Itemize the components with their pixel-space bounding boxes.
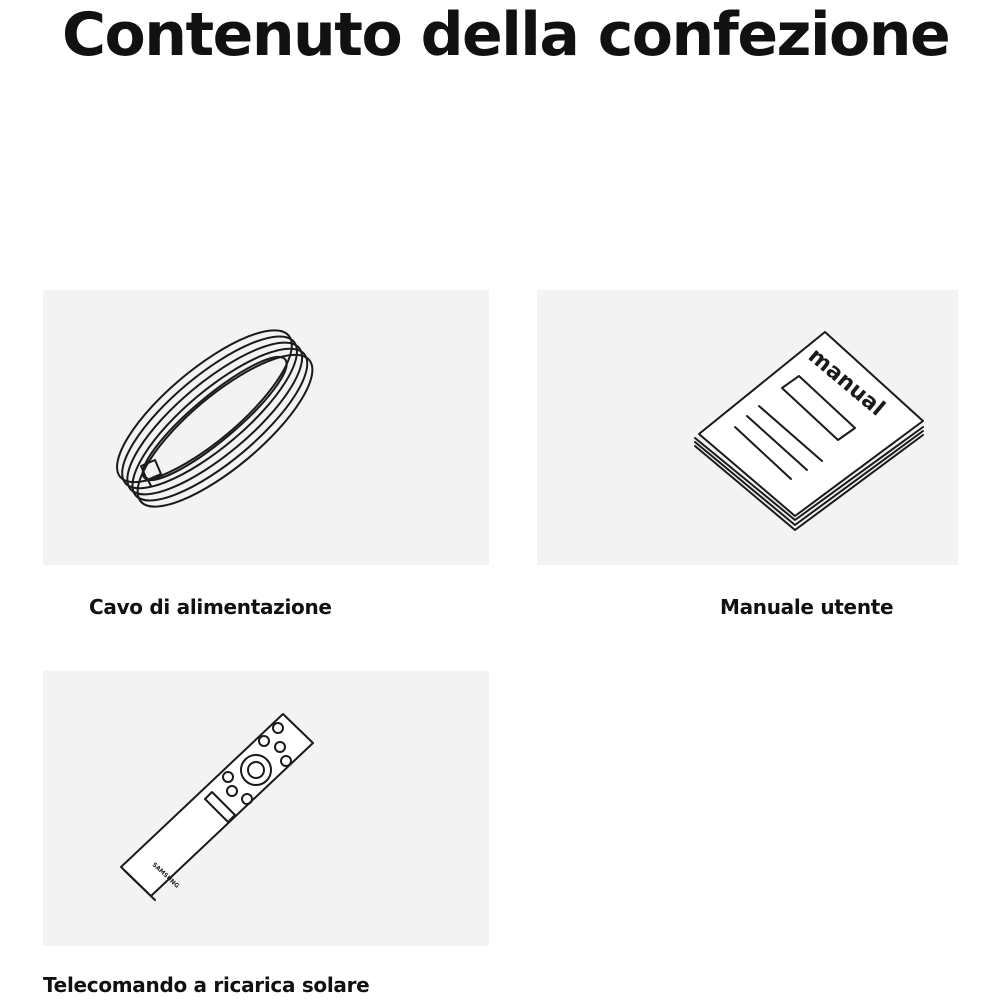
page-title: Contenuto della confezione bbox=[62, 0, 950, 70]
remote-control-panel bbox=[43, 671, 489, 946]
power-cable-panel bbox=[43, 290, 489, 565]
user-manual-panel bbox=[537, 290, 958, 565]
remote-control-caption: Telecomando a ricarica solare bbox=[43, 973, 370, 997]
power-cable-icon bbox=[43, 290, 489, 565]
manual-cover-text: manual bbox=[803, 343, 890, 422]
solar-remote-control-icon bbox=[43, 671, 489, 946]
user-manual-icon bbox=[537, 290, 958, 565]
remote-logo-text: SAMSUNG bbox=[150, 861, 181, 890]
power-cable-caption: Cavo di alimentazione bbox=[89, 595, 332, 619]
user-manual-caption: Manuale utente bbox=[720, 595, 894, 619]
